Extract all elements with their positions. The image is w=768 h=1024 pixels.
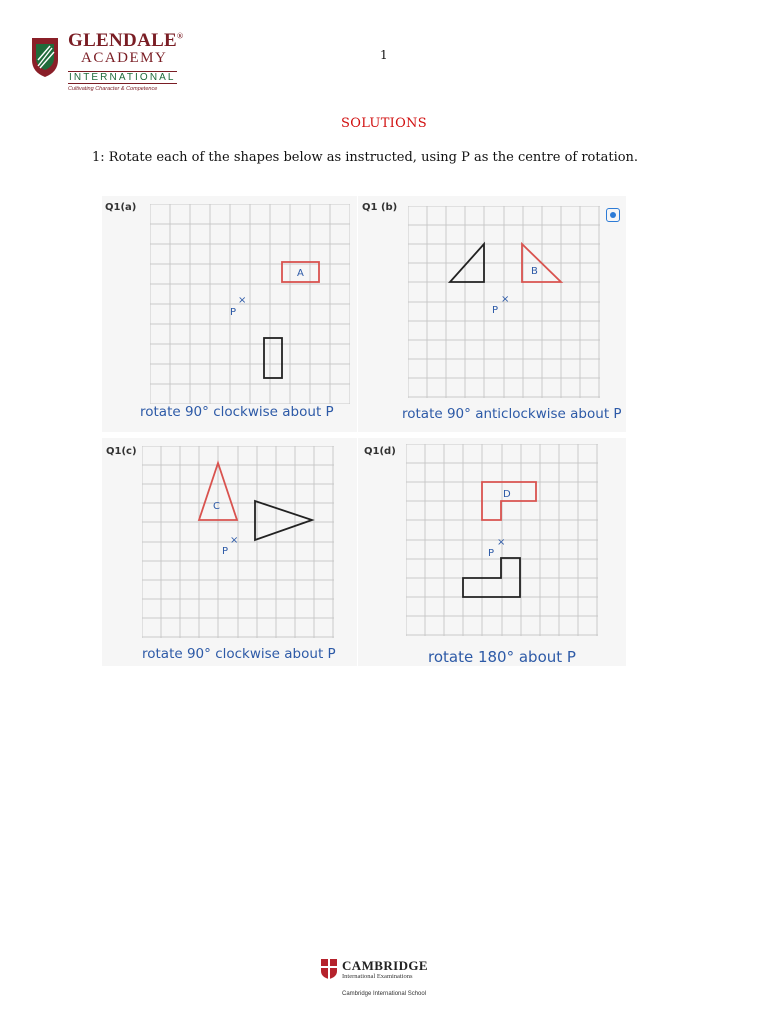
- grid-q1b: [408, 206, 600, 398]
- panel-q1a: [102, 196, 357, 432]
- panel-label: Q1(c): [106, 446, 137, 457]
- grid-q1d: [406, 444, 598, 636]
- grid-q1c: [142, 446, 334, 638]
- panel-q1b: [358, 196, 626, 432]
- point-p-mark: ×: [497, 537, 506, 548]
- point-p-label: P: [488, 548, 495, 559]
- cambridge-crest-icon: [320, 958, 338, 980]
- logo-tagline: Cultivating Character & Competence: [68, 86, 158, 92]
- panel-q1c: [102, 438, 357, 666]
- shield-emblem-icon: [30, 36, 60, 78]
- panel-label: Q1(d): [364, 446, 396, 457]
- scan-icon[interactable]: [606, 208, 620, 222]
- page-number: 1: [380, 48, 388, 62]
- cambridge-brand: CAMBRIDGE: [342, 958, 428, 973]
- point-p-label: P: [492, 305, 499, 316]
- logo-line-3: INTERNATIONAL: [69, 72, 176, 83]
- panel-label: Q1 (b): [362, 202, 398, 213]
- cambridge-school: Cambridge International School: [342, 991, 427, 997]
- point-p-mark: ×: [501, 294, 510, 305]
- glendale-academy-logo: [26, 30, 184, 96]
- point-p-label: P: [230, 307, 237, 318]
- panel-q1d: [358, 438, 626, 666]
- cambridge-logo: [320, 958, 440, 1004]
- solutions-heading: SOLUTIONS: [341, 116, 427, 131]
- panel-label: Q1(a): [105, 202, 137, 213]
- rotated-image-c: [255, 501, 312, 540]
- shape-a-label: A: [297, 268, 304, 279]
- instruction-q1a: rotate 90° clockwise about P: [140, 404, 334, 420]
- logo-line-1: GLENDALE®: [68, 30, 184, 51]
- shape-c-label: C: [213, 501, 220, 512]
- point-p-mark: ×: [230, 535, 239, 546]
- point-p-mark: ×: [238, 295, 247, 306]
- grid-lines: [150, 204, 350, 404]
- shape-b-label: B: [531, 266, 538, 277]
- question-text: 1: Rotate each of the shapes below as instructed, using P as the centre of rotation.: [92, 150, 639, 165]
- point-p-label: P: [222, 546, 229, 557]
- instruction-q1d: rotate 180° about P: [428, 648, 576, 666]
- shape-d-label: D: [503, 489, 511, 500]
- logo-line-2: ACADEMY: [81, 50, 168, 66]
- instruction-q1c: rotate 90° clockwise about P: [142, 646, 336, 662]
- instruction-q1b: rotate 90° anticlockwise about P: [402, 406, 622, 422]
- grid-q1a: [150, 204, 350, 404]
- cambridge-subtitle: International Examinations: [342, 973, 413, 980]
